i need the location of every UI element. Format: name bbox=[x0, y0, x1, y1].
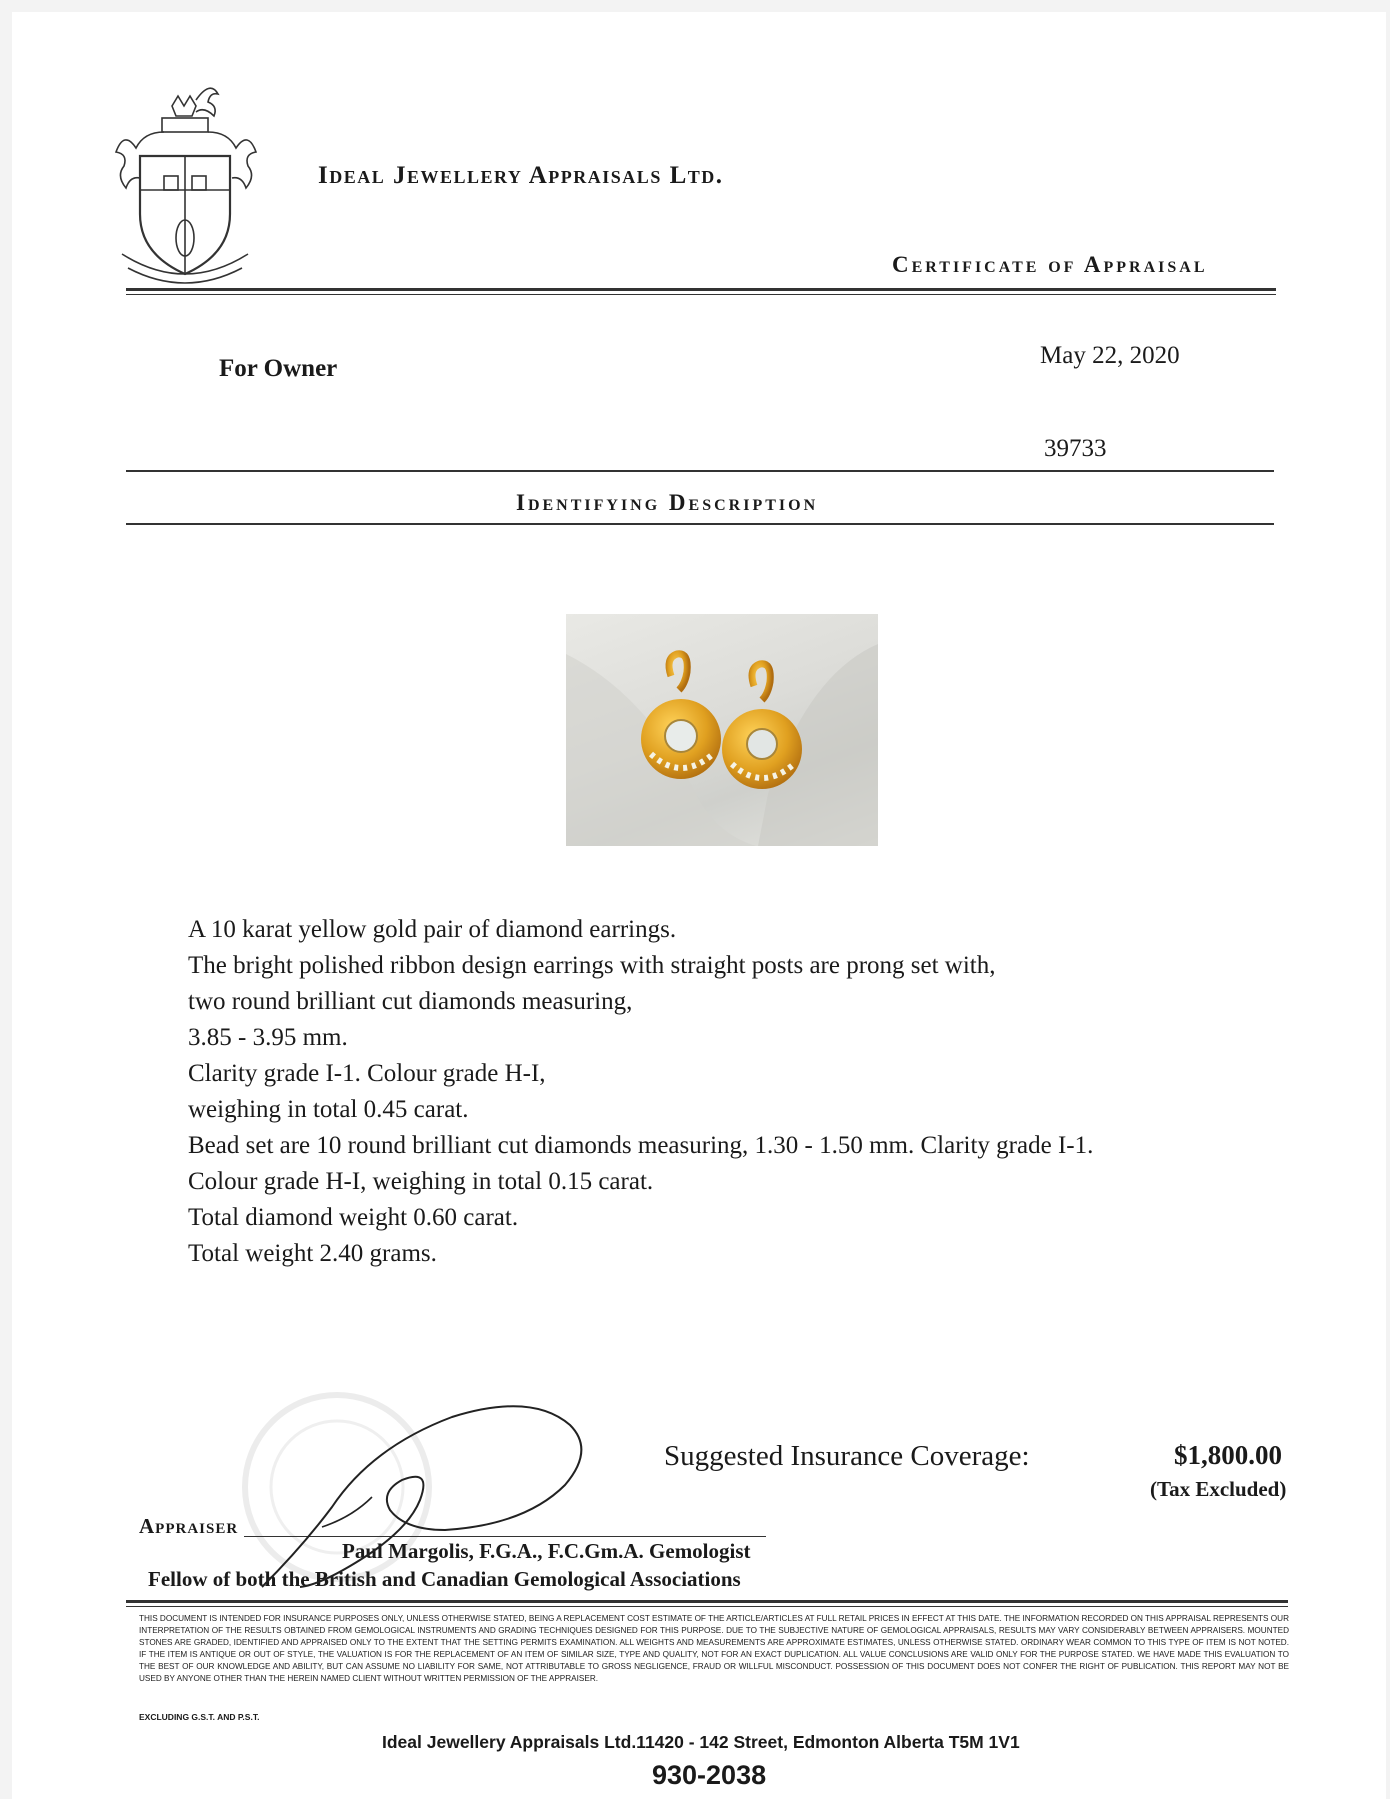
coat-of-arms-logo bbox=[112, 78, 258, 288]
certificate-number: 39733 bbox=[1044, 435, 1107, 462]
description-line: two round brilliant cut diamonds measuring, bbox=[188, 988, 633, 1015]
tax-exclusion-note: EXCLUDING G.S.T. AND P.S.T. bbox=[139, 1712, 260, 1722]
section-rule-bottom bbox=[126, 523, 1274, 525]
item-description bbox=[188, 912, 1093, 1272]
description-line: The bright polished ribbon design earrings with straight posts are prong set with, bbox=[188, 952, 996, 979]
left-earring bbox=[641, 654, 721, 779]
description-line: weighing in total 0.45 carat. bbox=[188, 1096, 469, 1123]
description-line: Total weight 2.40 grams. bbox=[188, 1240, 437, 1267]
right-earring bbox=[722, 664, 802, 789]
description-line: Clarity grade I-1. Colour grade H-I, bbox=[188, 1060, 546, 1087]
tax-note: (Tax Excluded) bbox=[1150, 1477, 1287, 1501]
coverage-label: Suggested Insurance Coverage: bbox=[664, 1440, 1030, 1472]
header-rule bbox=[126, 288, 1276, 291]
description-line: Bead set are 10 round brilliant cut diamonds measuring, 1.30 - 1.50 mm. Clarity grade I-1. bbox=[188, 1132, 1094, 1159]
header-rule-thin bbox=[126, 294, 1276, 295]
earrings-photo bbox=[566, 614, 878, 846]
footer-rule bbox=[126, 1600, 1288, 1603]
company-phone: 930-2038 bbox=[652, 1760, 767, 1790]
appraiser-signature bbox=[242, 1397, 622, 1602]
appraiser-fellowship: Fellow of both the British and Canadian Gemological Associations bbox=[148, 1567, 741, 1591]
company-name: Ideal Jewellery Appraisals Ltd. bbox=[318, 162, 724, 189]
coverage-value: $1,800.00 bbox=[1174, 1440, 1282, 1470]
appraiser-label: Appraiser bbox=[139, 1514, 239, 1538]
description-line: Colour grade H-I, weighing in total 0.15 carat. bbox=[188, 1168, 654, 1195]
appraisal-date: May 22, 2020 bbox=[1040, 342, 1180, 369]
certificate-title: Certificate of Appraisal bbox=[892, 252, 1208, 277]
owner-label: For Owner bbox=[219, 355, 338, 382]
section-title: Identifying Description bbox=[516, 490, 819, 515]
footer-rule-thin bbox=[126, 1606, 1288, 1607]
description-line: A 10 karat yellow gold pair of diamond earrings. bbox=[188, 916, 677, 943]
description-line: Total diamond weight 0.60 carat. bbox=[188, 1204, 519, 1231]
company-address: Ideal Jewellery Appraisals Ltd.11420 - 142 Street, Edmonton Alberta T5M 1V1 bbox=[382, 1732, 1020, 1752]
description-line: 3.85 - 3.95 mm. bbox=[188, 1024, 348, 1051]
appraiser-name: Paul Margolis, F.G.A., F.C.Gm.A. Gemologist bbox=[342, 1539, 751, 1563]
legal-disclaimer: THIS DOCUMENT IS INTENDED FOR INSURANCE PURPOSES ONLY, UNLESS OTHERWISE STATED, BEING A REPLACEMENT COST ESTIMATE OF THE ARTICLE/ARTICLES AT FULL RETAIL PRICES IN EFFECT AT THIS DATE. THE INFORMATION RECORDED ON THIS APPRAISAL REPRESENTS OUR INTERPRETATION OF THE RESULTS OBTAINED FROM GEMOLOGICAL INSTRUMENTS AND GRADING TECHNIQUES DESIGNED FOR THIS PURPOSE. DUE TO THE SUBJECTIVE NATURE OF GEMOLOGICAL APPRAISALS, RESULTS MAY VARY CONSIDERABLY BETWEEN APPRAISERS. MOUNTED STONES ARE GRADED, IDENTIFIED AND APPRAISED ONLY TO THE EXTENT THAT THE SETTING PERMITS EXAMINATION. ALL WEIGHTS AND MEASUREMENTS ARE APPROXIMATE ESTIMATES, UNLESS OTHERWISE STATED. ORDINARY WEAR COMMON TO THIS TYPE OF ITEM IS NOT NOTED. IF THE ITEM IS ANTIQUE OR OUT OF STYLE, THE VALUATION IS FOR THE REPLACEMENT OF AN ITEM OF SIMILAR SIZE, TYPE AND QUALITY, NOT FOR AN EXACT DUPLICATION. ALL VALUE CONCLUSIONS ARE VALID ONLY FOR THE PURPOSE STATED. WE HAVE MADE THIS EVALUATION TO THE BEST OF OUR KNOWLEDGE AND ABILITY, BUT CAN ASSUME NO LIABILITY FOR SAME, NOT ATTRIBUTABLE TO GROSS NEGLIGENCE, FRAUD OR WILLFUL MISCONDUCT. POSSESSION OF THIS DOCUMENT DOES NOT CONFER THE RIGHT OF PUBLICATION. THIS REPORT MAY NOT BE USED BY ANYONE OTHER THAN THE HEREIN NAMED CLIENT WITHOUT WRITTEN PERMISSION OF THE APPRAISER. bbox=[139, 1614, 1289, 1684]
section-rule-top bbox=[126, 470, 1274, 472]
certificate-page bbox=[12, 12, 1386, 1799]
